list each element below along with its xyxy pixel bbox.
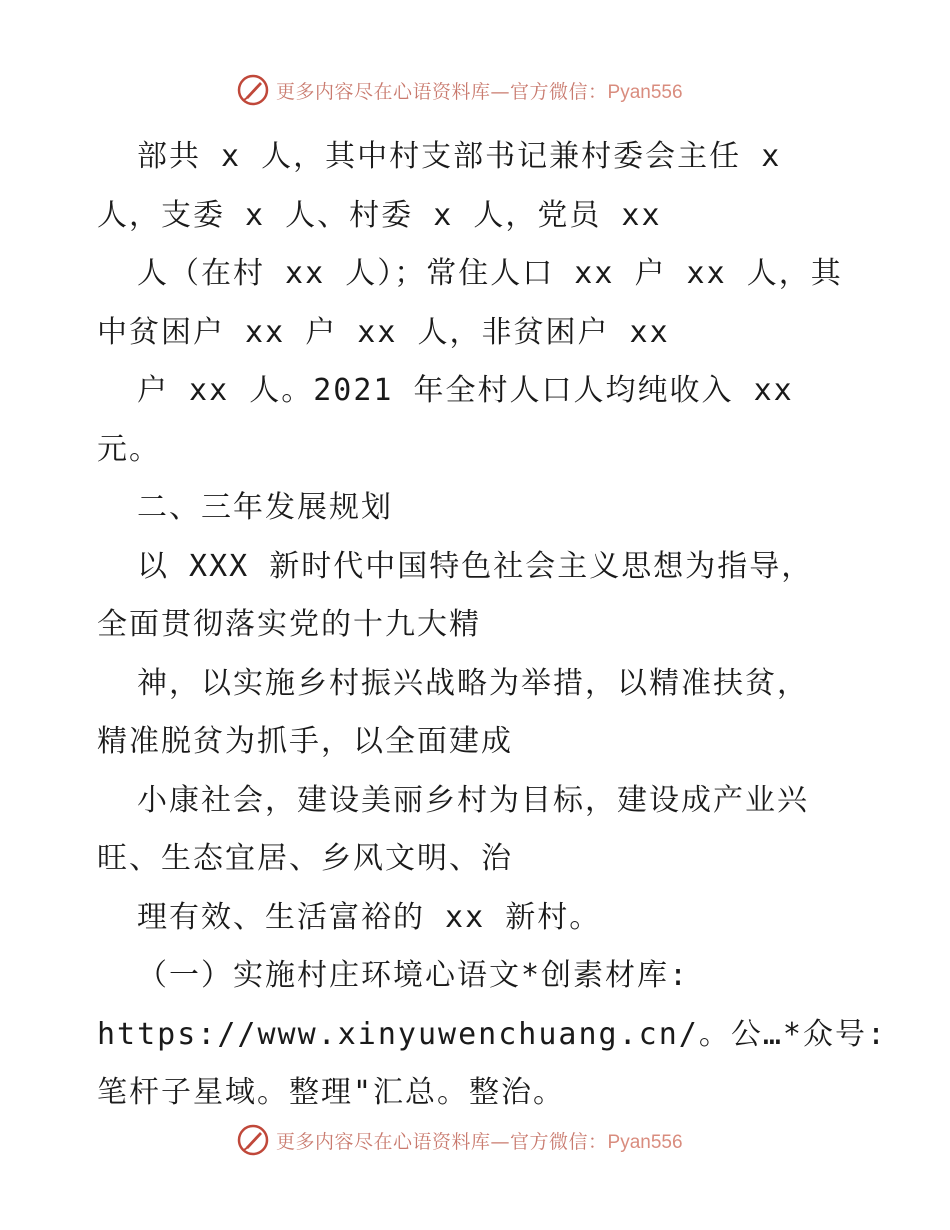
section-heading: 二、三年发展规划 xyxy=(137,490,393,525)
quill-logo-icon xyxy=(236,73,270,107)
text-line: 笔杆子星域。整理"汇总。整治。 xyxy=(97,1075,566,1110)
text-line: 户 xx 人。2021 年全村人口人均纯收入 xx xyxy=(137,373,794,408)
text-line: 人，支委 x 人、村委 x 人，党员 xx xyxy=(97,197,662,233)
text-line: 人（在村 xx 人）；常住人口 xx 户 xx 人，其 xyxy=(137,256,843,291)
watermark-text: 更多内容尽在心语资料库—官方微信：Pyan556 xyxy=(276,1130,683,1153)
text-line: 元。 xyxy=(97,431,161,467)
footer-watermark xyxy=(236,1122,683,1158)
text-line: 中贫困户 xx 户 xx 人，非贫困户 xx xyxy=(97,314,670,350)
text-line: 部共 x 人，其中村支部书记兼村委会主任 x xyxy=(137,139,782,174)
document-body xyxy=(97,128,888,1123)
subsection-heading: （一）实施村庄环境心语文*创素材库: xyxy=(137,958,690,993)
text-line: 精准脱贫为抓手，以全面建成 xyxy=(97,724,513,759)
text-line: 神，以实施乡村振兴战略为举措，以精准扶贫， xyxy=(137,665,809,701)
text-line: 以 XXX 新时代中国特色社会主义思想为指导， xyxy=(137,548,814,584)
text-line: 小康社会，建设美丽乡村为目标，建设成产业兴 xyxy=(137,782,809,818)
header-watermark xyxy=(236,72,683,108)
url-line: https://www.xinyuwenchuang.cn/。公…*众号: xyxy=(97,1016,888,1052)
text-line: 全面贯彻落实党的十九大精 xyxy=(97,607,481,642)
quill-logo-icon xyxy=(236,1123,270,1157)
watermark-text: 更多内容尽在心语资料库—官方微信：Pyan556 xyxy=(276,80,683,103)
text-line: 旺、生态宜居、乡风文明、治 xyxy=(97,841,513,876)
text-line: 理有效、生活富裕的 xx 新村。 xyxy=(137,899,602,935)
